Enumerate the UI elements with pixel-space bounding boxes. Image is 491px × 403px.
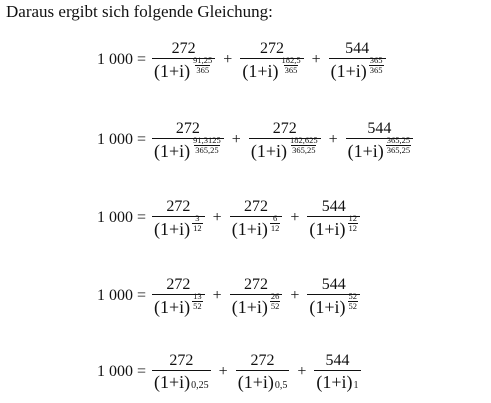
exponent-numerator: 3 <box>195 213 200 223</box>
numerator: 544 <box>321 276 346 293</box>
exponent-fraction <box>270 214 281 233</box>
numerator: 272 <box>250 352 275 369</box>
denominator <box>230 291 283 317</box>
base: (1+i) <box>231 218 268 239</box>
exponent-denominator: 365 <box>369 65 383 75</box>
fraction-term <box>329 40 386 80</box>
denominator <box>152 291 205 317</box>
equation-5 <box>97 352 361 391</box>
exponent-numerator: 365,25 <box>386 135 411 145</box>
denominator <box>346 135 414 161</box>
subscript: 1 <box>353 380 359 391</box>
denominator <box>236 370 290 391</box>
base: (1+i) <box>237 372 274 392</box>
exponent-fraction <box>348 292 359 311</box>
plus-sign: + <box>297 362 307 380</box>
fraction-term <box>152 276 205 316</box>
numerator: 272 <box>244 198 269 215</box>
base: (1+i) <box>154 140 191 161</box>
exponent-fraction <box>280 56 301 75</box>
exponent-denominator: 365 <box>196 65 210 75</box>
fraction-term <box>346 120 414 160</box>
exponent-numerator: 91,3125 <box>193 135 221 145</box>
equation-3 <box>97 198 360 238</box>
exponent-fraction <box>386 136 411 155</box>
denominator <box>240 55 303 81</box>
fraction-term <box>230 198 283 238</box>
base: (1+i) <box>154 296 191 317</box>
fraction-term <box>152 352 211 391</box>
exponent-numerator: 365 <box>369 55 383 65</box>
plus-sign: + <box>290 287 300 304</box>
numerator: 272 <box>272 120 297 137</box>
subscript: 0,5 <box>274 380 288 391</box>
numerator: 272 <box>171 40 196 57</box>
numerator: 272 <box>244 276 269 293</box>
exponent-denominator: 52 <box>193 301 202 311</box>
base: (1+i) <box>316 372 353 392</box>
exponent-denominator: 52 <box>270 301 280 311</box>
exponent-denominator: 365,25 <box>292 145 316 155</box>
base: (1+i) <box>250 140 287 161</box>
exponent-numerator: 52 <box>348 291 358 301</box>
numerator: 272 <box>175 120 200 137</box>
numerator: 544 <box>345 40 370 57</box>
numerator: 544 <box>321 198 346 215</box>
exponent-denominator: 12 <box>270 223 280 233</box>
equation-lhs: 1 000 = <box>97 362 147 380</box>
fraction-term <box>152 120 224 160</box>
denominator <box>249 135 321 161</box>
fraction-term <box>249 120 321 160</box>
intro-text: Daraus ergibt sich folgende Gleichung: <box>6 2 273 21</box>
equation-lhs: 1 000 = <box>97 287 147 304</box>
exponent-denominator: 365,25 <box>195 145 219 155</box>
denominator <box>152 135 224 161</box>
exponent-numerator: 13 <box>193 291 202 301</box>
denominator <box>152 370 211 391</box>
equation-lhs: 1 000 = <box>97 131 147 148</box>
numerator: 272 <box>166 198 191 215</box>
base: (1+i) <box>330 60 367 81</box>
fraction-term <box>307 276 360 316</box>
plus-sign: + <box>212 209 222 226</box>
subscript: 0,25 <box>191 380 209 391</box>
exponent-fraction <box>192 136 222 155</box>
exponent-denominator: 365,25 <box>386 145 411 155</box>
plus-sign: + <box>311 51 321 68</box>
base: (1+i) <box>154 60 191 81</box>
equation-lhs: 1 000 = <box>97 209 147 226</box>
fraction-term <box>152 40 215 80</box>
exponent-denominator: 52 <box>348 301 358 311</box>
denominator <box>307 213 360 239</box>
exponent-fraction <box>192 214 203 233</box>
base: (1+i) <box>309 218 346 239</box>
denominator <box>152 213 205 239</box>
equation-lhs: 1 000 = <box>97 51 147 68</box>
exponent-fraction <box>348 214 359 233</box>
exponent-denominator: 12 <box>348 223 358 233</box>
exponent-fraction <box>289 136 319 155</box>
numerator: 544 <box>325 352 350 369</box>
exponent-numerator: 182,625 <box>289 135 318 145</box>
denominator <box>314 370 360 391</box>
base: (1+i) <box>154 218 191 239</box>
exponent-fraction <box>270 292 281 311</box>
plus-sign: + <box>231 131 241 148</box>
base: (1+i) <box>347 140 384 161</box>
plus-sign: + <box>218 362 228 380</box>
plus-sign: + <box>223 51 233 68</box>
exponent-numerator: 91,25 <box>193 55 213 65</box>
plus-sign: + <box>328 131 338 148</box>
numerator: 272 <box>169 352 194 369</box>
fraction-term <box>152 198 205 238</box>
base: (1+i) <box>309 296 346 317</box>
numerator: 272 <box>259 40 284 57</box>
exponent-fraction <box>192 292 203 311</box>
fraction-term <box>307 198 360 238</box>
fraction-term <box>230 276 283 316</box>
exponent-fraction <box>192 56 213 75</box>
exponent-numerator: 26 <box>270 291 280 301</box>
exponent-denominator: 365 <box>284 65 298 75</box>
base: (1+i) <box>231 296 268 317</box>
exponent-denominator: 12 <box>193 223 202 233</box>
denominator <box>329 55 386 81</box>
exponent-numerator: 182,5 <box>281 55 301 65</box>
base: (1+i) <box>154 372 191 392</box>
fraction-term <box>236 352 290 391</box>
equation-2 <box>97 120 413 160</box>
denominator <box>152 55 215 81</box>
exponent-numerator: 12 <box>348 213 358 223</box>
denominator <box>307 291 360 317</box>
exponent-fraction <box>369 56 384 75</box>
numerator: 272 <box>166 276 191 293</box>
base: (1+i) <box>242 60 279 81</box>
fraction-term <box>314 352 360 391</box>
fraction-term <box>240 40 303 80</box>
plus-sign: + <box>212 287 222 304</box>
denominator <box>230 213 283 239</box>
exponent-numerator: 6 <box>272 213 278 223</box>
equation-1 <box>97 40 386 80</box>
numerator: 544 <box>367 120 392 137</box>
plus-sign: + <box>290 209 300 226</box>
equation-4 <box>97 276 360 316</box>
